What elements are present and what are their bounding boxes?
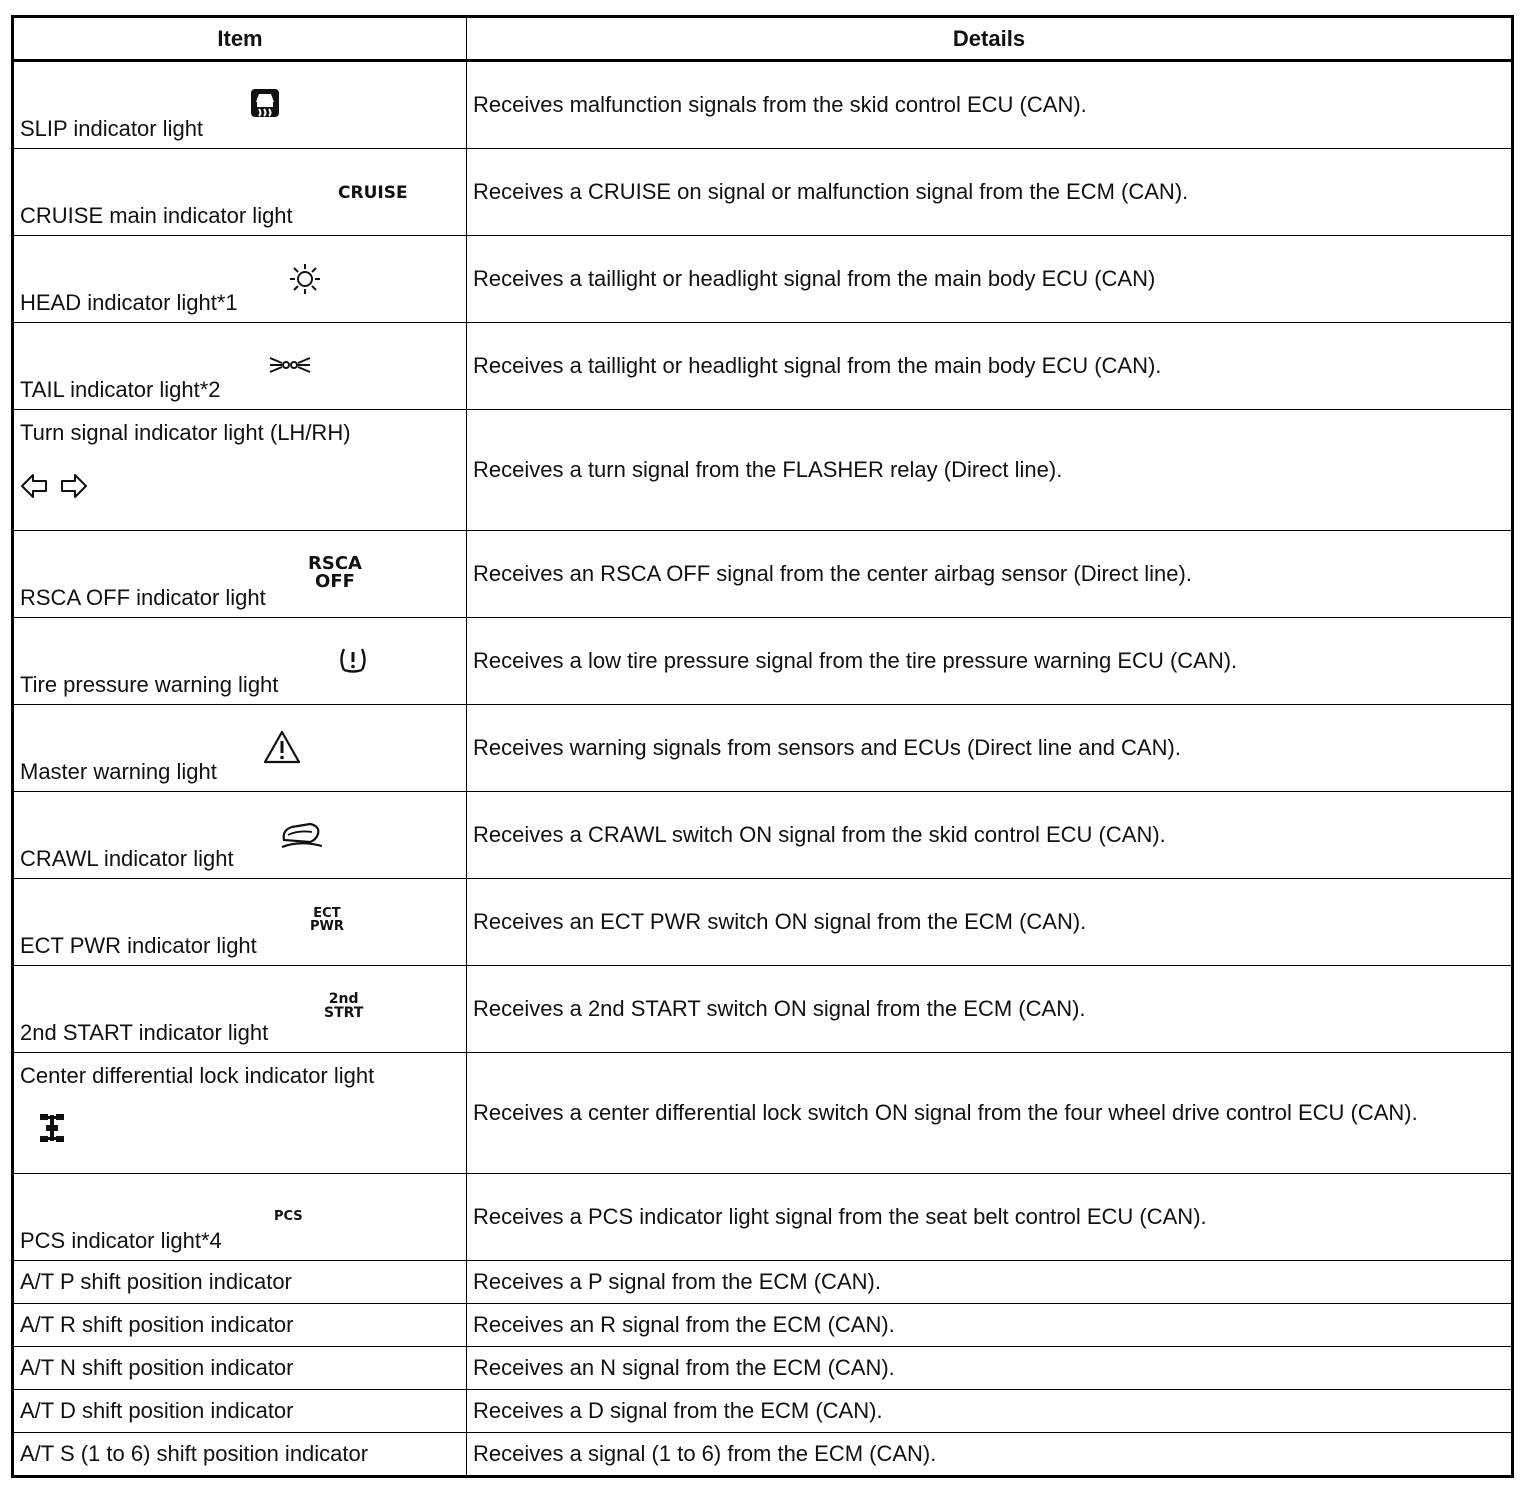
item-cell [13,618,467,705]
table-row [13,410,1513,531]
table-row [13,1053,1513,1174]
item-cell [13,966,467,1053]
table-row [13,1347,1513,1390]
details-cell: Receives a turn signal from the FLASHER relay (Direct line). [467,410,1513,531]
icon-text-line: RSCA [308,553,362,574]
crawl-icon [280,820,324,858]
table-row [13,1433,1513,1477]
details-cell: Receives an R signal from the ECM (CAN). [467,1304,1513,1347]
item-label: HEAD indicator light*1 [20,290,238,315]
item-label: CRAWL indicator light [20,846,234,871]
icon-text-line: ECT [313,906,341,921]
slip-icon [250,88,280,126]
table-row [13,966,1513,1053]
cruise-icon: CRUISE [338,183,408,203]
item-cell [13,236,467,323]
item-label: SLIP indicator light [20,116,204,141]
icon-text-line: OFF [315,571,355,592]
pcs-icon: PCS [274,1209,303,1224]
rsca-off-icon [308,555,362,591]
table-row [13,149,1513,236]
item-label: TAIL indicator light*2 [20,377,221,402]
details-cell: Receives a P signal from the ECM (CAN). [467,1261,1513,1304]
center-diff-lock-icon [38,1111,66,1153]
item-cell [13,1174,467,1261]
item-cell [13,410,467,531]
details-cell: Receives a signal (1 to 6) from the ECM (CAN). [467,1433,1513,1477]
item-label: CRUISE main indicator light [20,203,293,228]
details-cell: Receives malfunction signals from the skid control ECU (CAN). [467,61,1513,149]
warning-triangle-icon [262,729,302,773]
details-column-header: Details [467,17,1513,61]
item-column-header: Item [13,17,467,61]
table-row [13,1261,1513,1304]
details-cell: Receives a taillight or headlight signal from the main body ECU (CAN). [467,323,1513,410]
table-row [13,879,1513,966]
table-row [13,236,1513,323]
icon-text-line: STRT [324,1005,364,1021]
icon-text-line: PWR [310,919,344,934]
table-row [13,1390,1513,1433]
turn-signal-arrows-icon [20,472,90,508]
tire-pressure-icon [338,646,368,682]
details-cell: Receives a 2nd START switch ON signal from the ECM (CAN). [467,966,1513,1053]
item-label: PCS indicator light*4 [20,1228,222,1253]
item-cell: A/T N shift position indicator [13,1347,467,1390]
headlight-icon [288,262,322,304]
table-row [13,61,1513,149]
details-cell: Receives a CRUISE on signal or malfunction signal from the ECM (CAN). [467,149,1513,236]
table-row [13,705,1513,792]
item-cell: A/T R shift position indicator [13,1304,467,1347]
item-cell [13,705,467,792]
2nd-start-icon [324,992,363,1020]
item-cell [13,1053,467,1174]
details-cell: Receives an RSCA OFF signal from the center airbag sensor (Direct line). [467,531,1513,618]
item-label: ECT PWR indicator light [20,933,257,958]
item-label: RSCA OFF indicator light [20,585,266,610]
item-cell [13,531,467,618]
item-cell [13,879,467,966]
item-cell [13,792,467,879]
ect-pwr-icon [310,907,344,933]
indicator-spec-table [11,15,1514,1478]
details-cell: Receives a center differential lock switch ON signal from the four wheel drive control ECU (CAN). [467,1053,1513,1174]
details-cell: Receives a taillight or headlight signal from the main body ECU (CAN) [467,236,1513,323]
item-label: Turn signal indicator light (LH/RH) [20,420,351,445]
item-cell: A/T D shift position indicator [13,1390,467,1433]
item-label: Tire pressure warning light [20,672,279,697]
table-row [13,1174,1513,1261]
item-label: Master warning light [20,759,217,784]
details-cell: Receives an ECT PWR switch ON signal from the ECM (CAN). [467,879,1513,966]
taillight-icon [268,354,312,384]
details-cell: Receives a CRAWL switch ON signal from the skid control ECU (CAN). [467,792,1513,879]
item-cell [13,323,467,410]
item-cell: A/T P shift position indicator [13,1261,467,1304]
icon-text-line: 2nd [328,991,359,1007]
item-label: 2nd START indicator light [20,1020,269,1045]
table-row [13,792,1513,879]
table-header-row [13,17,1513,61]
table-row [13,618,1513,705]
details-cell: Receives an N signal from the ECM (CAN). [467,1347,1513,1390]
details-cell: Receives a D signal from the ECM (CAN). [467,1390,1513,1433]
table-row [13,323,1513,410]
item-cell [13,149,467,236]
details-cell: Receives a PCS indicator light signal from the seat belt control ECU (CAN). [467,1174,1513,1261]
table-row [13,1304,1513,1347]
details-cell: Receives warning signals from sensors and ECUs (Direct line and CAN). [467,705,1513,792]
details-cell: Receives a low tire pressure signal from the tire pressure warning ECU (CAN). [467,618,1513,705]
table-row [13,531,1513,618]
item-label: Center differential lock indicator light [20,1063,375,1088]
item-cell [13,61,467,149]
item-cell: A/T S (1 to 6) shift position indicator [13,1433,467,1477]
